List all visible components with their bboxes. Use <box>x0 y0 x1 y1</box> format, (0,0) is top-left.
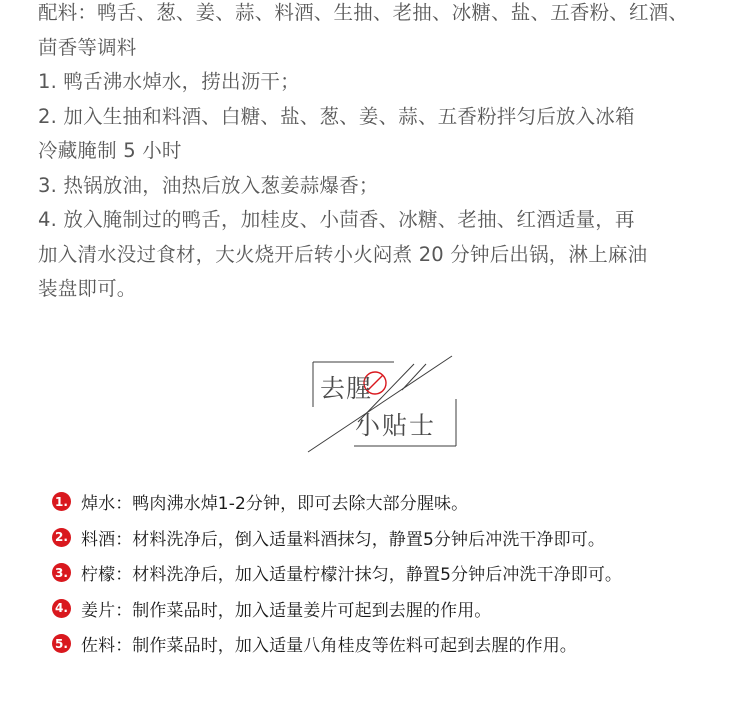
step-2: 2. 加入生抽和料酒、白糖、盐、葱、姜、蒜、五香粉拌匀后放入冰箱 <box>38 104 635 128</box>
tip-text: 焯水：鸭肉沸水焯1-2分钟，即可去除大部分腥味。 <box>81 494 469 515</box>
step-4: 4. 放入腌制过的鸭舌，加桂皮、小茴香、冰糖、老抽、红酒适量，再 <box>38 208 635 231</box>
list-item <box>52 626 742 662</box>
number-badge-3: 3. <box>52 563 71 582</box>
badge-title-1: 去腥 <box>320 374 373 403</box>
step-1: 1. 鸭舌沸水焯水，捞出沥干； <box>38 70 300 93</box>
step-2-cont: 冷藏腌制 5 小时 <box>38 139 182 162</box>
badge-frame <box>302 352 462 458</box>
tips-badge <box>302 352 462 458</box>
list-item <box>52 555 742 591</box>
recipe-text <box>38 0 738 307</box>
ingredients-line-cont: 茴香等调料 <box>38 35 137 59</box>
step-4-cont: 加入清水没过食材，大火烧开后转小火闷煮 20 分钟后出锅，淋上麻油 <box>38 242 648 266</box>
tips-list <box>52 484 742 662</box>
list-item <box>52 591 742 627</box>
list-item <box>52 520 742 556</box>
step-3: 3. 热锅放油，油热后放入葱姜蒜爆香； <box>38 173 379 197</box>
number-badge-2: 2. <box>52 528 71 547</box>
number-badge-5: 5. <box>52 634 71 653</box>
badge-title-2: 小贴士 <box>355 411 437 440</box>
number-badge-4: 4. <box>52 599 71 618</box>
tip-text: 佐料：制作菜品时，加入适量八角桂皮等佐料可起到去腥的作用。 <box>81 636 577 657</box>
list-item <box>52 484 742 520</box>
tip-text: 姜片：制作菜品时，加入适量姜片可起到去腥的作用。 <box>81 600 492 621</box>
step-4-end: 装盘即可。 <box>38 277 137 300</box>
ingredients-line: 配料：鸭舌、葱、姜、蒜、料酒、生抽、老抽、冰糖、盐、五香粉、红酒、 <box>38 1 689 24</box>
tip-text: 料酒：材料洗净后，倒入适量料酒抹匀，静置5分钟后冲洗干净即可。 <box>81 529 605 550</box>
diagonal-3 <box>402 364 426 390</box>
number-badge-1: 1. <box>52 492 71 511</box>
tip-text: 柠檬：材料洗净后，加入适量柠檬汁抹匀，静置5分钟后冲洗干净即可。 <box>81 565 623 586</box>
